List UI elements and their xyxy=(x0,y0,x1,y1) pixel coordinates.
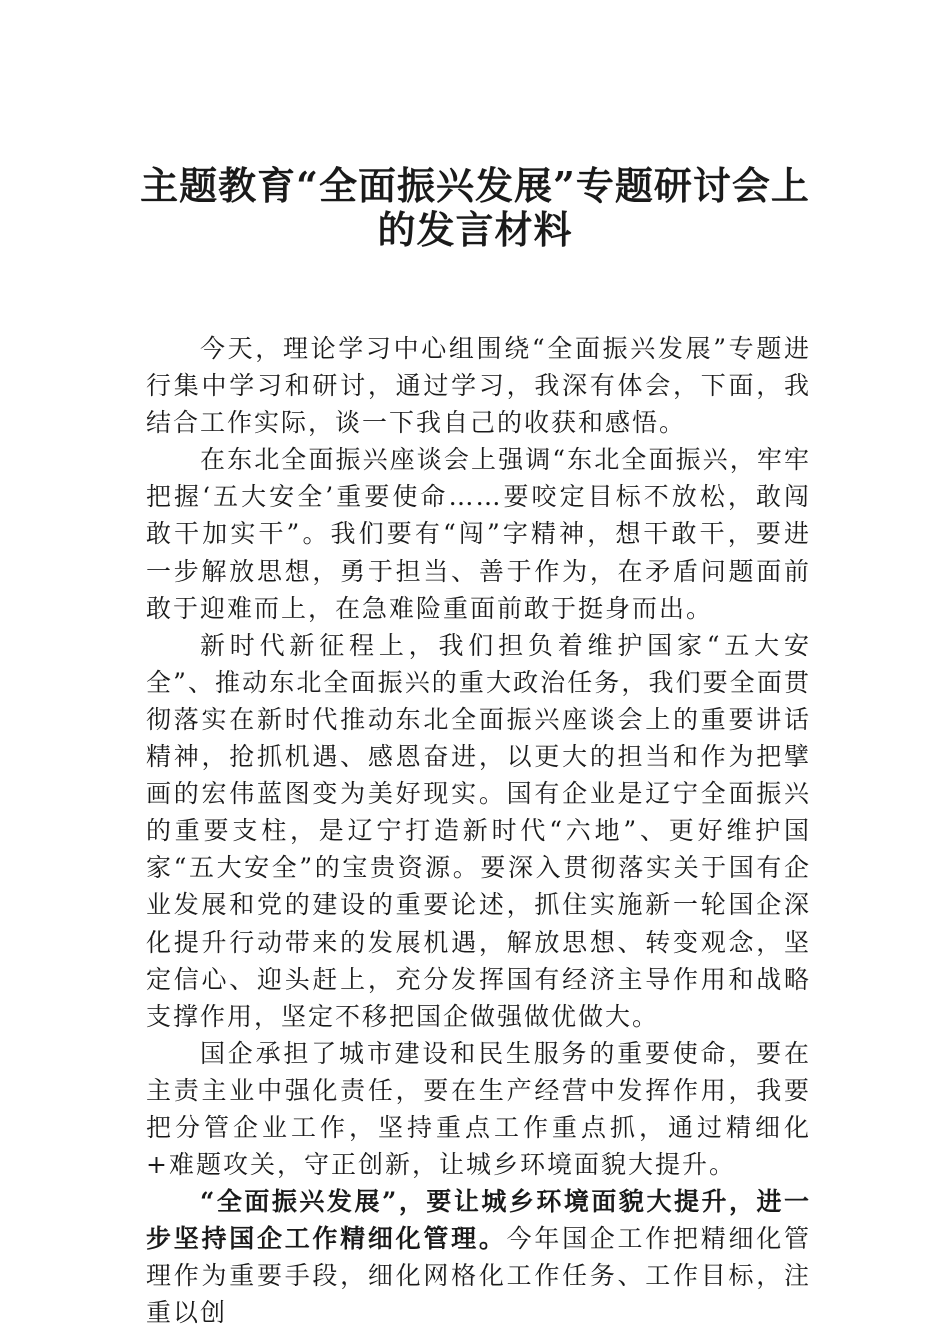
document-title-line-2: 的发言材料 xyxy=(377,207,573,252)
paragraph-bold-lead: “全面振兴发展”，要让城乡环境面貌大提升，进一步坚持国企工作精细化管理。 xyxy=(146,1187,811,1254)
paragraph-northeast-symposium: 在东北全面振兴座谈会上强调“东北全面振兴，牢牢把握‘五大安全’重要使命……要咬定目标不放松，敢闯敢干加实干”。我们要有“闯”字精神，想干敢干，要进一步解放思想，勇于担当、善于作为，在矛盾问题面前敢于迎难而上，在急难险重面前敢于挺身而出。 xyxy=(146,445,811,623)
paragraph-new-era: 新时代新征程上，我们担负着维护国家“五大安全”、推动东北全面振兴的重大政治任务，我们要全面贯彻落实在新时代推动东北全面振兴座谈会上的重要讲话精神，抢抓机遇、感恩奋进，以更大的担当和作为把擘画的宏伟蓝图变为美好现实。国有企业是辽宁全面振兴的重要支柱，是辽宁打造新时代“六地”、更好维护国家“五大安全”的宝贵资源。要深入贯彻落实关于国有企业发展和党的建设的重要论述，抓住实施新一轮国企深化提升行动带来的发展机遇，解放思想、转变观念，坚定信心、迎头赶上，充分发挥国有经济主导作用和战略支撑作用，坚定不移把国企做强做优做大。 xyxy=(146,630,811,1031)
document-title-line-1: 主题教育“全面振兴发展”专题研讨会上 xyxy=(140,163,810,208)
paragraph-intro: 今天，理论学习中心组围绕“全面振兴发展”专题进行集中学习和研讨，通过学习，我深有体会，下面，我结合工作实际，谈一下我自己的收获和感悟。 xyxy=(146,334,811,438)
paragraph-refined-management xyxy=(146,1183,811,1331)
paragraph-soe-mission: 国企承担了城市建设和民生服务的重要使命，要在主责主业中强化责任，要在生产经营中发挥作用，我要把分管企业工作，坚持重点工作重点抓，通过精细化+难题攻关，守正创新，让城乡环境面貌大提升。 xyxy=(146,1038,811,1180)
document-body xyxy=(146,330,811,1331)
paragraph-continuation: 今年国企工作把精细化管理作为重要手段，细化网格化工作任务、工作目标，注重以创 xyxy=(146,1224,811,1328)
